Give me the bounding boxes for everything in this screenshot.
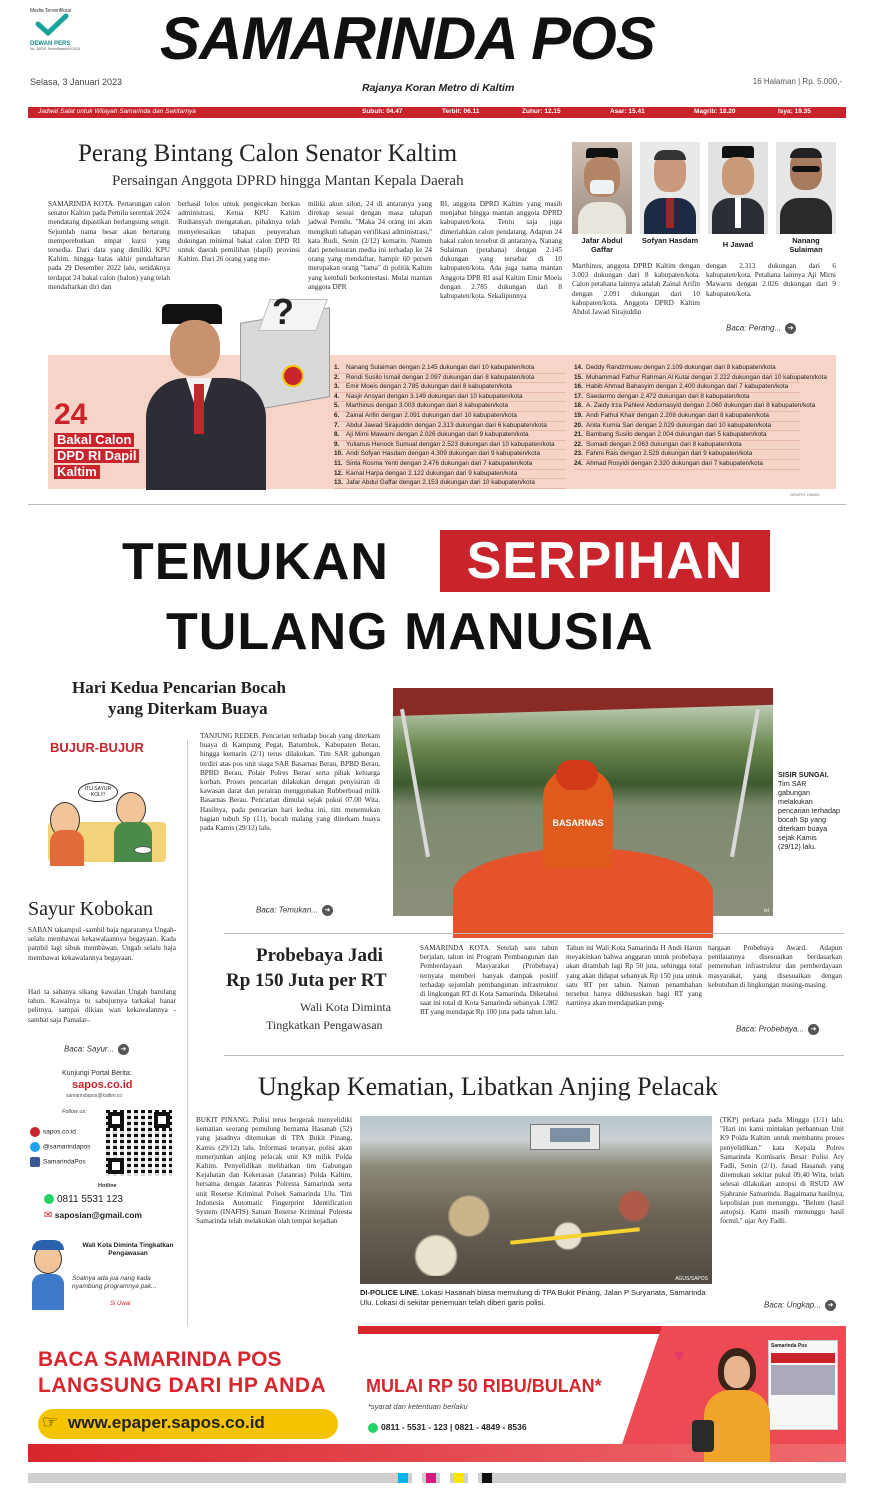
senator-continue-link[interactable]: [726, 323, 796, 334]
question-mark: ?: [272, 291, 294, 332]
anjing-headline: Ungkap Kematian, Libatkan Anjing Pelacak: [258, 1072, 718, 1101]
senator-headline: Perang Bintang Calon Senator Kaltim: [78, 140, 458, 167]
probebaya-sub-1: Wali Kota Diminta: [300, 1000, 392, 1014]
badge-name: DEWAN PERS: [30, 41, 71, 47]
prayer-time: Asar: 15.41: [610, 108, 645, 115]
senator-col-4: RI, anggota DPRD Kaltim yang masih menjabat hingga mantan anggota DPRD kabupaten/kota. Tentu saja juga dimeriahkan calon pendatang. Adapun 24 bakal calon tersebut di antaranya, Nanang Sulaiman (petahana) dengan 2.145 dukungan yang tersebar di 10 kabupaten/kota. Ada juga nama mantan Anggota DPR RI asal Kaltim Emir Moeis dengan 2.785 dukungan dari 8 kabupaten/kota. Sekalipunnya: [440, 200, 562, 301]
badge-top-text: Media Terverifikasi: [30, 8, 72, 14]
arrow-icon: ➜: [785, 323, 796, 334]
print-color-bar: [28, 1473, 846, 1483]
list-item: 13. Jafar Abdul Gaffar dengan 2.153 dukungan dari 10 kabupaten/kota: [334, 479, 566, 489]
ad-line-2: LANGSUNG DARI HP ANDA: [38, 1374, 327, 1397]
senator-col-2: berhasil lolos untuk pengecekan berkas administrasi. Ketua KPU Kaltim Rudiansyah mengatakan, pihaknya telah menyelesaikan tahapan penyerahan dukungan minimal bakal calon DPD RI untuk daerah pemilihan (dapil) provinsi Kaltim. Dari 26 orang yang me-: [178, 200, 300, 264]
masthead-title: SAMARINDA POS: [160, 5, 655, 72]
list-item: 7. Abdul Jawad Sirajuddin dengan 2.313 dukungan dari 6 kabupaten/kota: [334, 422, 566, 432]
candidate-list-left: [334, 364, 566, 489]
candidate-name: H Jawad: [722, 240, 754, 249]
candidate-photo-jawad: [708, 142, 768, 234]
probebaya-col-2: Tahun ini Wali Kota Samarinda H Andi Harun meyakinkan bahwa anggaran untuk probebaya akan ditambah lagi Rp 50 juta, sehingga total yang akan didapat sebanyak Rp 150 juta untuk satu RT per tahun. Namun penambahan tersebut hanya dikhususkan bagi RT yang nantinya akan mendapatkan peng-: [566, 944, 702, 1008]
cartoon-signature: Si Uwai: [110, 1301, 131, 1307]
list-item: 14. Deddy Randzmuwu dengan 2.109 dukungan dari 8 kabupaten/kota: [574, 364, 800, 374]
social-link-twitter[interactable]: @samarindapos: [30, 1142, 90, 1152]
ad-offer: MULAI RP 50 RIBU/BULAN*: [366, 1376, 602, 1396]
sidebar-divider: [187, 740, 188, 1330]
probebaya-col-1: SAMARINDA KOTA. Setelah satu tahun berjalan, tahun ini Program Pembangunan dan Pemberdayaan Masyarakat (Probebaya) ternyata memberi banyak dampak positif terhadap sejumlah pembangunan infrastruktur di lingkungan RT di Kota Samarinda. Diketahui saat ini total di Kota Samarinda sebanyak 1.982 RT yang mendapat Rp 100 juta pada tahun lalu.: [420, 944, 558, 1017]
arrow-icon: ➜: [322, 905, 333, 916]
river-caption-title: SISIR SUNGAI.: [778, 770, 829, 779]
river-caption-text: Tim SAR gabungan melakukan pencarian terhadap bocah Sp yang diterkam buaya sejak Kamis (29/12) lalu.: [778, 779, 840, 851]
twitter-icon: [30, 1142, 40, 1152]
list-item: 6. Zainal Arifin dengan 2.091 dukungan dari 10 kabupaten/kota: [334, 412, 566, 422]
list-item: 3. Emir Moeis dengan 2.785 dukungan dari 8 kabupaten/kota: [334, 383, 566, 393]
main-subheadline-2: yang Diterkam Buaya: [108, 699, 268, 718]
hotline-email[interactable]: ✉ saposian@gmail.com: [44, 1210, 142, 1221]
probebaya-title-2: Rp 150 Juta per RT: [226, 970, 387, 991]
list-item: 18. A. Zaidy Irza Pahlevi Abdumasyid dengan 2.060 dukungan dari 8 kabupaten/kota: [574, 402, 800, 412]
river-caption: [778, 770, 840, 851]
masthead-pages-price: 16 Halaman | Rp. 5.000,-: [752, 77, 842, 86]
column-continue-text: Baca: Sayur...: [64, 1044, 114, 1054]
comic-speech-bubble: ITU SAYUR KOL!!!: [78, 782, 118, 802]
portal-label: Kunjungi Portal Berita:: [62, 1070, 132, 1077]
ad-line-1: BACA SAMARINDA POS: [38, 1348, 282, 1371]
mail-icon: ✉: [44, 1210, 53, 1221]
candidate-name: Jafar Abdul Gaffar: [581, 236, 623, 254]
globe-icon: [30, 1127, 40, 1137]
candidate-photo-nanang: [776, 142, 836, 234]
ad-url: www.epaper.sapos.co.id: [68, 1413, 265, 1432]
probebaya-col-3: hargaan Probebaya Award. Adapun penilaiannya disesuaikan berdasarkan pemenuhan infrastruktur dan pemberdayaan masyarakat, yang disesuaikan dengan kebutuhan di lingkungan masing-masing.: [708, 944, 842, 989]
probebaya-sub-2: Tingkatkan Pengawasan: [266, 1018, 383, 1032]
qr-code[interactable]: [106, 1110, 172, 1176]
prayer-time: Magrib: 18.20: [694, 108, 736, 115]
column-text-1: SABAN takampul -sambil baja ngararanya Ungah- selalu membawai kekawalaannya begayaan. Kada pambil lagi sibuk membawan. Ungah selalu haja membawai kekawalannya begayaan.: [28, 926, 176, 962]
arrow-icon: ➜: [118, 1044, 129, 1055]
list-item: 1. Nanang Sulaiman dengan 2.145 dukungan dari 10 kabupaten/kota: [334, 364, 566, 374]
whatsapp-icon: [44, 1194, 54, 1204]
list-item: 16. Habib Ahmad Bahasyim dengan 2.400 dukungan dari 7 kabupaten/kota: [574, 383, 800, 393]
portal-email: samarindapos@kaltim.co: [66, 1093, 123, 1099]
list-item: 22. Sumadi dengan 2.063 dukungan dari 8 kabupaten/kota: [574, 441, 800, 451]
masthead-date: Selasa, 3 Januari 2023: [30, 77, 123, 87]
candidate-photo-jafar: [572, 142, 632, 234]
heart-icon: ♥: [674, 1346, 685, 1366]
candidate-photo-sofyan: [640, 142, 700, 234]
check-icon: [34, 14, 70, 36]
senator-col-5: Marthinus, anggota DPRD Kaltim dengan 3.003 dukungan dari 8 kabupaten/kota. Calon petahana lainnya adalah Zainal Arifin dengan 2.091 dukungan dari 10 kabupaten/kota. Anggota DPRD Kaltim Abdul Jawad Sirajuddin: [572, 262, 700, 317]
section-divider: [28, 504, 846, 505]
arrow-icon: ➜: [808, 1024, 819, 1035]
ad-phones: 0811 - 5531 - 123 | 0821 - 4849 - 8536: [368, 1422, 527, 1433]
river-search-photo: [393, 688, 773, 916]
masthead-tagline: Rajanya Koran Metro di Kaltim: [362, 82, 515, 94]
prayer-bar: [28, 107, 846, 118]
cartoon-title: Wali Kota Diminta Tingkatkan Pengawasan: [82, 1242, 174, 1257]
list-item: 12. Kamal Harpa dengan 2.122 dukungan dari 9 kabupaten/kota: [334, 470, 566, 480]
epaper-ad[interactable]: [28, 1326, 846, 1462]
landfill-photo-credit: AGUS/SAPOS: [675, 1276, 708, 1282]
landfill-caption-text: Lokasi Hasanah biasa memulung di TPA Bukit Pinang, Jalan P Suryanata, Samarinda Ulu. Lokasi di sekitar penemuan telah diberi garis polisi.: [360, 1288, 706, 1307]
graphic-label-2: DPD RI Dapil: [54, 449, 139, 463]
cartoon-quote: Soalnya ada jua nang kada nyambung programnya pak...: [72, 1275, 157, 1290]
section-divider: [224, 1055, 844, 1056]
ad-terms: *syarat dan ketentuan berlaku: [368, 1402, 468, 1411]
column-continue-link[interactable]: [64, 1044, 129, 1055]
hotline-label: Hotline: [98, 1183, 117, 1189]
ad-mini-paper-title: Samarinda Pos: [771, 1343, 808, 1349]
probebaya-continue-link[interactable]: [736, 1024, 819, 1035]
list-item: 8. Aji Mirni Mawarni dengan 2.026 dukungan dari 9 kabupaten/kota: [334, 431, 566, 441]
senator-continue-text: Baca: Perang...: [726, 323, 782, 333]
editorial-cartoon: [28, 1238, 68, 1310]
crocodile-continue-text: Baca: Temukan...: [256, 905, 318, 915]
senator-col-6: dengan 2.313 dukungan dari 6 kabupaten/kota. Petahana lainnya Aji Mirni Mawarni dengan 2.026 dukungan dari 9 kabupaten/kota.: [706, 262, 836, 298]
main-headline-line-2: TULANG MANUSIA: [166, 603, 654, 661]
list-item: 5. Marthinus dengan 3.003 dukungan dari 8 kabupaten/kota: [334, 402, 566, 412]
follow-label: Follow us:: [62, 1109, 87, 1115]
prayer-time: Subuh: 04.47: [362, 108, 403, 115]
list-item: 20. Anita Kumia Sari dengan 2.029 dukungan dari 10 kabupaten/kota: [574, 422, 800, 432]
ad-newspaper-mockup: [768, 1340, 838, 1430]
list-item: 19. Andi Fathul Khair dengan 2.208 dukungan dari 8 kabupaten/kota: [574, 412, 800, 422]
social-link-web[interactable]: sapos.co.id: [30, 1127, 76, 1137]
section-divider: [224, 933, 844, 934]
list-item: 15. Muhammad Fathur Rahman Al Kutai dengan 2.222 dukungan dari 10 kabupaten/kota: [574, 374, 800, 384]
senator-subheadline: Persaingan Anggota DPRD hingga Mantan Kepala Daerah: [112, 173, 464, 189]
facebook-icon: [30, 1157, 40, 1167]
main-headline-word-1: TEMUKAN: [122, 533, 389, 591]
list-item: 21. Bambang Susilo dengan 2.004 dukungan dari 5 kabupaten/kota: [574, 431, 800, 441]
politician-illustration: [140, 300, 290, 490]
anjing-col-1: BUKIT PINANG. Polisi terus bergerak menyelidiki kematian seorang pemulung bernama Hasanah (52) yang jasadnya ditemukan di TPA Bukit Pinang, Kamis (29/12) lalu. Informasi teranyar, polisi akan menerjunkan anjing pelacak unit K9 milik Polda Kaltim. Penyelidikan melibatkan tim Gabungan Kejahatan dan Kekerasan (Jatanras) Polda Kaltim, bersama dengan Jatanras Polresta Samarinda serta unit Reserse Kriminal Polsek Samarinda Ulu. Tim Indonesia Automatic Fingerprint Identification System (INAFIS) Satuan Reserse Kriminal Polresta Samarinda telah melakukan olah tempat kejadian: [196, 1116, 352, 1226]
graphic-label-3: Kaltim: [54, 465, 100, 479]
list-item: 2. Rendi Susilo Ismail dengan 2.097 dukungan dari 8 kabupaten/kota: [334, 374, 566, 384]
portal-site-link[interactable]: sapos.co.id: [72, 1079, 133, 1091]
prayer-time: Zuhur: 12.15: [522, 108, 561, 115]
prayer-bar-label: Jadwal Salat untuk Wilayah Samarinda dan Sekitarnya: [38, 108, 196, 115]
social-link-facebook[interactable]: SamarindaPos: [30, 1157, 86, 1167]
list-item: 24. Ahmad Rosyidi dengan 2.320 dukungan dari 7 kabupaten/kota: [574, 460, 800, 470]
landfill-caption-title: DI-POLICE LINE.: [360, 1288, 420, 1297]
list-item: 10. Andi Sofyan Hasdam dengan 4.309 dukungan dari 9 kabupaten/kota: [334, 450, 566, 460]
whatsapp-icon: [368, 1423, 378, 1433]
boat-label: BASARNAS: [552, 818, 604, 828]
ad-url-button[interactable]: [38, 1409, 338, 1439]
river-photo-credit: ist: [764, 908, 769, 914]
anjing-continue-link[interactable]: [764, 1300, 836, 1311]
landfill-photo: [360, 1116, 712, 1284]
list-item: 23. Fahmi Rais dengan 2.529 dukungan dari 9 kabupaten/kota: [574, 450, 800, 460]
probebaya-continue-text: Baca: Probebaya...: [736, 1024, 805, 1034]
column-text-2: Hari ta sahanya sikang kawalan Ungah barulang tahun. Kawalnya tu sabujurnya tarkakal banar pelitnya, sampai dikiau wan kekawalannya -sambat saja Pamalar-.: [28, 988, 176, 1024]
grafis-credit: GRAFIS: DIMAS: [790, 492, 820, 497]
candidate-name: Nanang Sulaiman: [789, 236, 823, 254]
hand-pointer-icon: ☞: [42, 1412, 59, 1432]
graphic-count: 24: [54, 398, 88, 431]
list-item: 11. Sinta Rosma Yenti dengan 2.476 dukungan dari 7 kabupaten/kota: [334, 460, 566, 470]
list-item: 9. Yulianus Henock Sumual dengan 2.523 dukungan dari 10 kabupaten/kota: [334, 441, 566, 451]
main-headline-word-2: SERPIHAN: [440, 530, 770, 592]
senator-col-3: miliki akun silon, 24 di antaranya yang direkap sesuai dengan masa tahapan jadwal Pemilu. "Maka 24 orang ini akan mengikuti tahapan verifikasi administrasi," kata Rudi, Senin (2/12) kemarin. Namun dari penelusuran media ini terhadap ke 24 orang yang mendaftar, hampir 60 persen merupakan orang "lama" di politik Kaltim yang kembali berkontestasi. Mulai mantan anggota DPR: [308, 200, 432, 291]
column-title: Sayur Kobokan: [28, 898, 153, 920]
list-item: 4. Nasjir Ansyari dengan 3.149 dukungan dari 10 kabupaten/kota: [334, 393, 566, 403]
candidate-name: Sofyan Hasdam: [641, 236, 699, 245]
candidate-list-right: [574, 364, 827, 470]
senator-col-1: SAMARINDA KOTA. Pertarungan calon senator Kaltim pada Pemilu serentak 2024 mendatang dipastikan berlangsung sengit. Sejumlah nama besar akan bertarung memperebutkan empat kursi yang tersedia. Dari data yang dimiliki KPU Kaltim, hingga batas akhir pendaftaran pada 29 Desember 2022 lalu, setidaknya terdapat 24 bakal calon (balon) yang telah mendaftarkan diri dan: [48, 200, 170, 291]
prayer-time: Terbit: 06.11: [442, 108, 480, 115]
anjing-continue-text: Baca: Ungkap...: [764, 1300, 821, 1310]
arrow-icon: ➜: [825, 1300, 836, 1311]
prayer-time: Isya: 19.35: [778, 108, 811, 115]
anjing-col-2: (TKP) perkara pada Minggu (1/1) lalu. "Hari ini kami mintakan perbantuan Unit K9 Polda Kaltim untuk membantu proses penyelidikan," kata Kepala Polres Samarinda Komisaris Besar Polisi Ary Fadli, Senin (2/1). Jasad Hasanah yang ditemukan sekitar pukul 09.40 Wita, telah selesai dilakukan autopsi di RSUD AW Sjahranie Samarinda. Bagaimana hasilnya, kepolisian pun menunggu. "Belum (hasil autopsi). Kami masih menunggu hasil formil," ujar Ary Fadli.: [720, 1116, 844, 1226]
badge-number: No. 36/DP-Terverifikasi/K/I/2018: [30, 47, 80, 51]
hotline-phone[interactable]: 0811 5531 123: [44, 1194, 123, 1205]
dewan-pers-badge: [30, 8, 102, 70]
crocodile-story-body: TANJUNG REDEB. Pencarian terhadap bocah yang diterkam buaya di Kampung Pegat, Batumbuk, Kabupaten Berau, hingga kemarin (2/1) terus dilakukan. Tim SAR gabungan terdiri atas pos unit siaga SAR Basarnas Berau, BPBD Berau, BPBD Berau, Polair Polres Berau serta pihak keluarga korban. Proses pencarian dilakukan dengan penyisiran di kawasan darat dan perairan menggunakan Rubberboad milik Basarnas Berau. Pencarian dimulai sejak pukul 07.00 Wita. Hasilnya, pada pencarian hari kedua ini, tim menemukan bagian tubuh Sp (11), bocah malang yang diterkam buaya pada Kamis (29/12) lalu.: [200, 732, 380, 833]
crocodile-continue-link[interactable]: [256, 905, 333, 916]
list-item: 17. Saedarmo dengan 2.472 dukungan dari 8 kabupaten/kota: [574, 393, 800, 403]
main-subheadline-1: Hari Kedua Pencarian Bocah: [72, 678, 286, 697]
bujur-comic: [38, 762, 176, 880]
graphic-label-1: Bakal Calon: [54, 433, 134, 447]
probebaya-title-1: Probebaya Jadi: [256, 945, 383, 966]
ad-woman-illustration: [692, 1348, 778, 1462]
bujur-title: BUJUR-BUJUR: [50, 740, 144, 755]
landfill-caption: [360, 1288, 712, 1307]
